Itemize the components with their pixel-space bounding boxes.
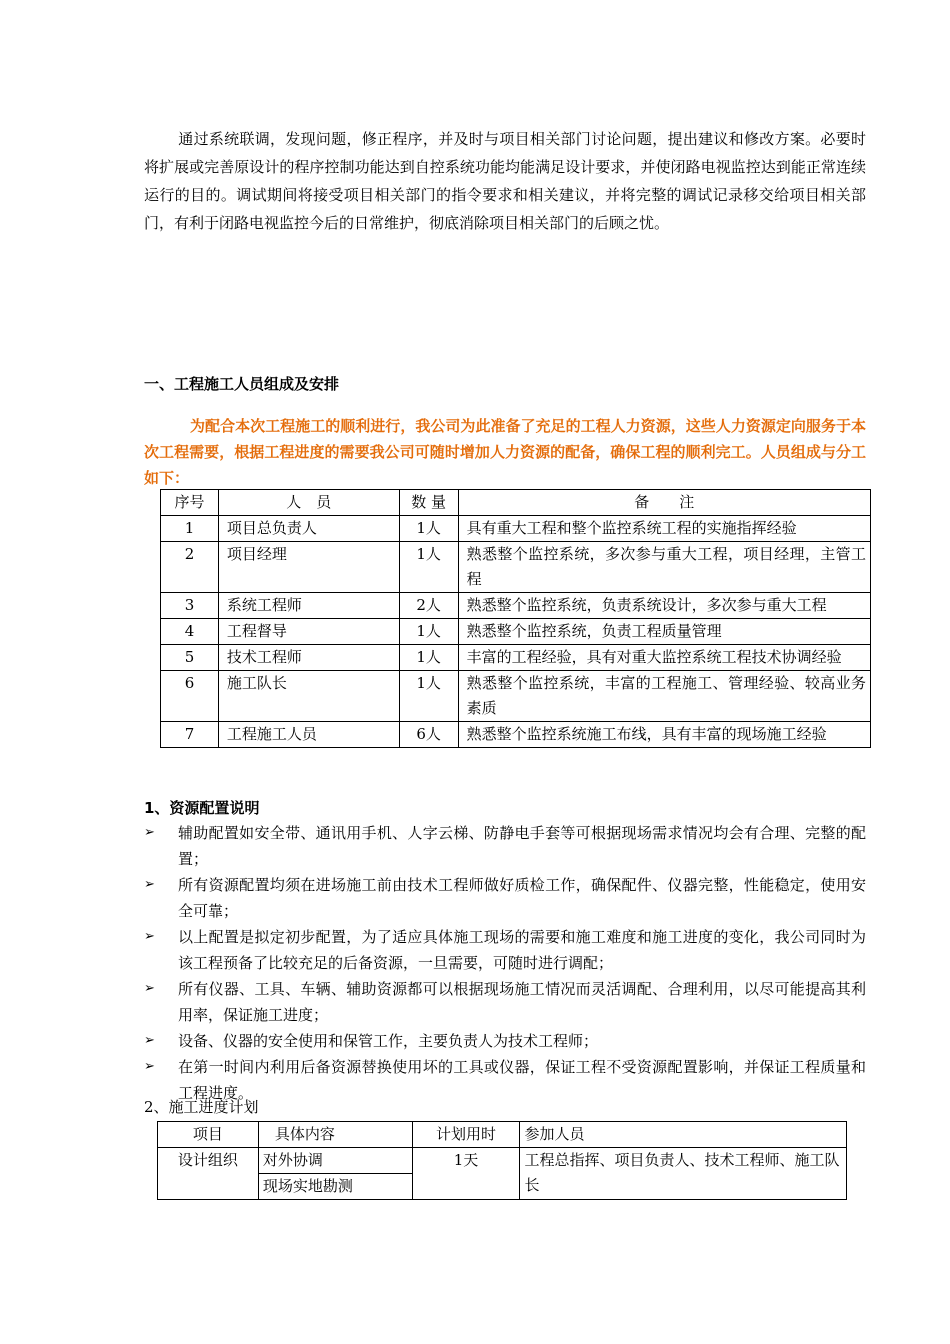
row-role: 工程督导 [218,619,399,645]
row-role: 项目总负责人 [218,516,399,542]
list-item-text: 以上配置是拟定初步配置，为了适应具体施工现场的需要和施工难度和施工进度的变化，我公司同时为该工程预备了比较充足的后备资源，一旦需要，可随时进行调配； [178,928,866,972]
row-qty: 1人 [399,645,458,671]
header-note: 备 注 [458,490,870,516]
arrowhead-bullet-icon: ➢ [144,929,155,944]
header-qty: 数 量 [399,490,458,516]
header-content: 具体内容 [258,1122,412,1148]
header-duration: 计划用时 [412,1122,520,1148]
row-note: 熟悉整个监控系统施工布线，具有丰富的现场施工经验 [458,722,870,748]
table-row [161,619,871,645]
list-item [144,924,866,976]
row-duration: 1天 [412,1148,520,1200]
list-item-text: 所有仪器、工具、车辆、辅助资源都可以根据现场施工情况而灵活调配、合理利用，以尽可能提高其利用率，保证施工进度； [178,980,866,1024]
schedule-heading: 2、施工进度计划 [144,1098,259,1116]
row-qty: 1人 [399,671,458,722]
row-no: 7 [161,722,219,748]
intro-paragraph [144,125,866,237]
intro-text: 通过系统联调，发现问题，修正程序，并及时与项目相关部门讨论问题，提出建议和修改方案。必要时将扩展或完善原设计的程序控制功能达到自控系统功能均能满足设计要求，并使闭路电视监控达到能正常连续运行的目的。调试期间将接受项目相关部门的指令要求和相关建议，并将完整的调试记录移交给项目相关部门，有利于闭路电视监控今后的日常维护，彻底消除项目相关部门的后顾之忧。 [144,130,866,232]
arrowhead-bullet-icon: ➢ [144,825,155,840]
row-note: 熟悉整个监控系统，负责系统设计，多次参与重大工程 [458,593,870,619]
list-item [144,1028,866,1054]
header-no: 序号 [161,490,219,516]
list-item-text: 设备、仪器的安全使用和保管工作，主要负责人为技术工程师； [178,1032,599,1050]
resource-heading: 1、资源配置说明 [144,799,260,817]
list-item-text: 辅助配置如安全带、通讯用手机、人字云梯、防静电手套等可根据现场需求情况均会有合理、完整的配置； [178,824,866,868]
row-participants: 工程总指挥、项目负责人、技术工程师、施工队长 [520,1148,847,1200]
resource-list [144,820,866,1106]
table-row [158,1148,847,1174]
row-qty: 1人 [399,619,458,645]
row-project: 设计组织 [158,1148,259,1200]
row-role: 系统工程师 [218,593,399,619]
highlight-paragraph [144,413,866,491]
row-note: 丰富的工程经验，具有对重大监控系统工程技术协调经验 [458,645,870,671]
row-note: 熟悉整个监控系统，多次参与重大工程，项目经理，主管工程 [458,542,870,593]
row-no: 2 [161,542,219,593]
table-header-row [161,490,871,516]
row-qty: 2人 [399,593,458,619]
row-no: 1 [161,516,219,542]
table-row [161,671,871,722]
table-row [161,722,871,748]
list-item [144,820,866,872]
staff-table [160,489,871,748]
row-note: 熟悉整个监控系统，负责工程质量管理 [458,619,870,645]
list-item-text: 在第一时间内利用后备资源替换使用坏的工具或仪器，保证工程不受资源配置影响，并保证工程质量和工程进度。 [178,1058,866,1102]
highlight-text: 为配合本次工程施工的顺利进行，我公司为此准备了充足的工程人力资源，这些人力资源定向服务于本次工程需要，根据工程进度的需要我公司可随时增加人力资源的配备，确保工程的顺利完工。人员组成与分工如下： [144,417,866,487]
table-row [161,516,871,542]
table-row [161,593,871,619]
row-role: 工程施工人员 [218,722,399,748]
row-role: 施工队长 [218,671,399,722]
table-row [161,542,871,593]
header-project: 项目 [158,1122,259,1148]
row-no: 5 [161,645,219,671]
arrowhead-bullet-icon: ➢ [144,877,155,892]
header-role: 人 员 [218,490,399,516]
row-qty: 1人 [399,516,458,542]
row-no: 4 [161,619,219,645]
row-content: 现场实地勘测 [258,1174,412,1200]
arrowhead-bullet-icon: ➢ [144,1059,155,1074]
table-header-row [158,1122,847,1148]
arrowhead-bullet-icon: ➢ [144,1033,155,1048]
table-row [161,645,871,671]
section-heading: 一、工程施工人员组成及安排 [144,375,340,393]
row-note: 具有重大工程和整个监控系统工程的实施指挥经验 [458,516,870,542]
row-role: 技术工程师 [218,645,399,671]
row-content: 对外协调 [258,1148,412,1174]
row-role: 项目经理 [218,542,399,593]
row-note: 熟悉整个监控系统，丰富的工程施工、管理经验、较高业务素质 [458,671,870,722]
row-no: 3 [161,593,219,619]
list-item [144,976,866,1028]
row-no: 6 [161,671,219,722]
list-item-text: 所有资源配置均须在进场施工前由技术工程师做好质检工作，确保配件、仪器完整，性能稳定，使用安全可靠； [178,876,866,920]
list-item [144,872,866,924]
schedule-table [157,1121,847,1200]
arrowhead-bullet-icon: ➢ [144,981,155,996]
row-qty: 6人 [399,722,458,748]
header-participants: 参加人员 [520,1122,847,1148]
row-qty: 1人 [399,542,458,593]
